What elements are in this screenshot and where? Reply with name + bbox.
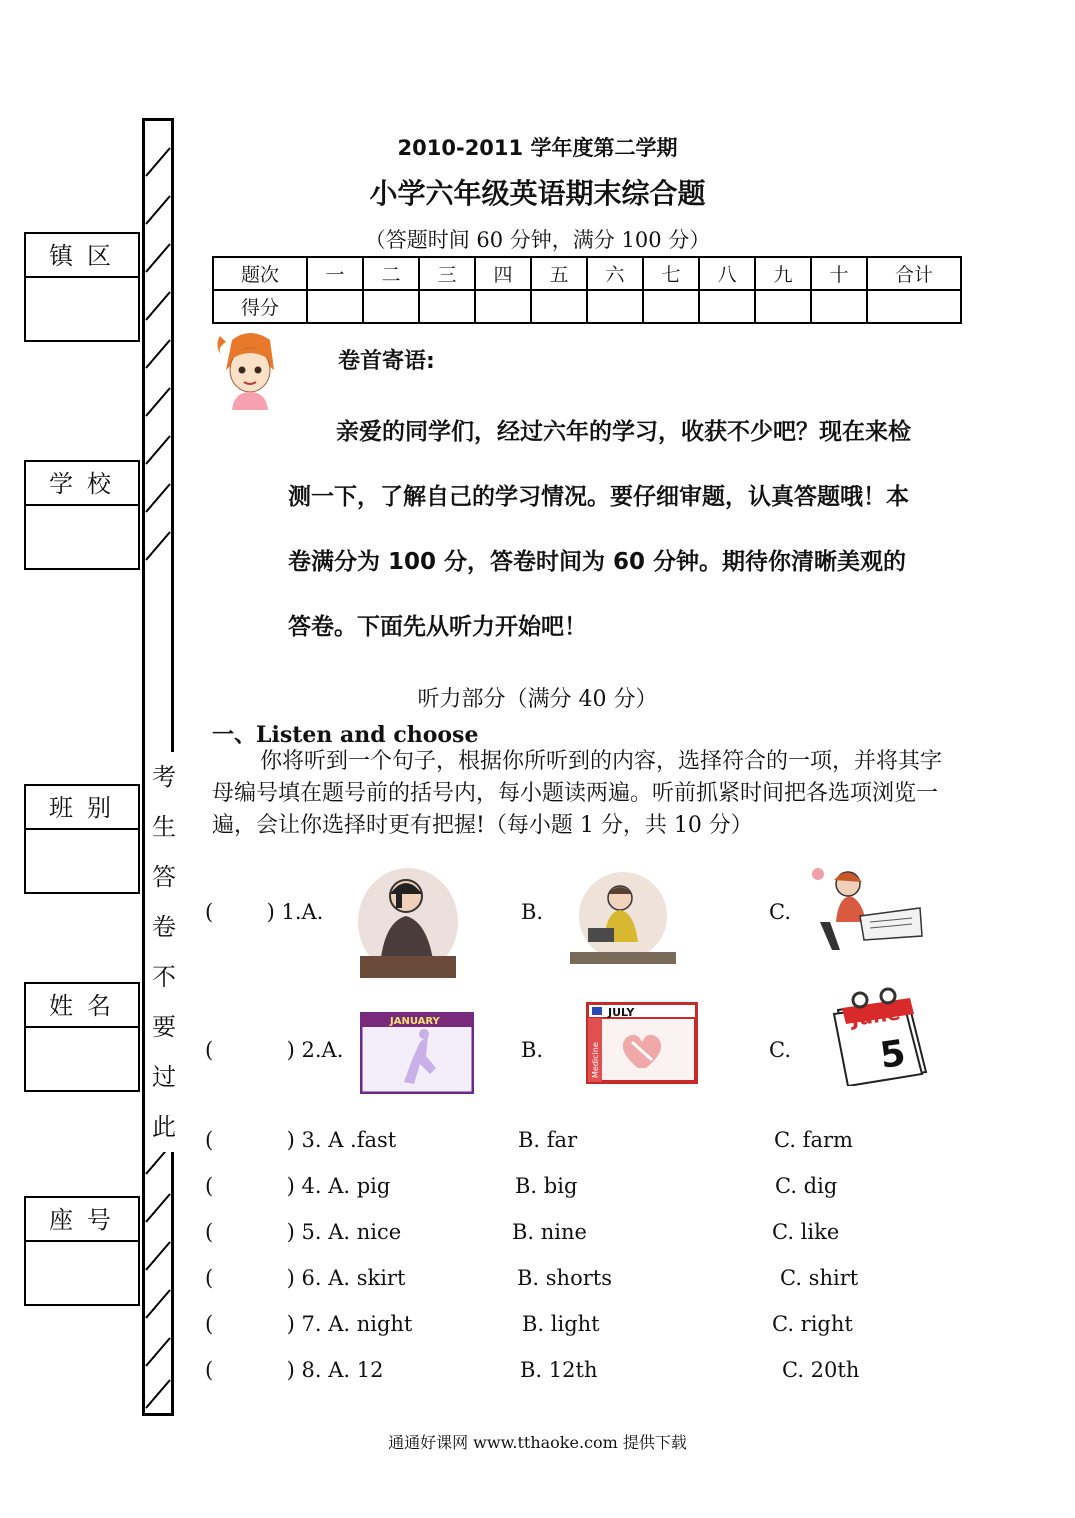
question-number: ( ) 5. A. nice — [205, 1220, 402, 1244]
field-blank[interactable] — [26, 506, 138, 568]
field-label: 镇区 — [26, 234, 138, 278]
option-c: C. farm — [774, 1128, 853, 1152]
question-number: ( ) 3. A .fast — [205, 1128, 397, 1152]
score-cell[interactable] — [587, 290, 643, 323]
field-blank[interactable] — [26, 278, 138, 340]
score-cell[interactable] — [363, 290, 419, 323]
column-header: 四 — [475, 257, 531, 290]
field-school — [24, 460, 140, 570]
june-5-calendar-picture — [830, 986, 930, 1086]
instruction-line: 你将听到一个句子，根据你所听到的内容，选择符合的一项，并将其字 — [260, 749, 943, 774]
score-cell[interactable] — [867, 290, 961, 323]
boy-at-desk-picture — [570, 868, 676, 964]
column-header: 九 — [755, 257, 811, 290]
field-blank[interactable] — [26, 830, 138, 892]
option-c: C. right — [772, 1312, 853, 1336]
option-c: C. like — [772, 1220, 840, 1244]
question-number: ( ) 1.A. — [205, 900, 324, 924]
score-cell[interactable] — [419, 290, 475, 323]
option-c: C. 20th — [782, 1358, 860, 1382]
section-1-instructions — [212, 746, 960, 842]
exam-term: 2010-2011 学年度第二学期 — [397, 136, 678, 160]
field-blank[interactable] — [26, 1242, 138, 1304]
phone-call-picture — [356, 866, 460, 978]
option-c-label: C. — [769, 900, 791, 924]
option-b: B. far — [518, 1128, 578, 1152]
exam-subtitle: （答题时间 60 分钟，满分 100 分） — [364, 228, 711, 252]
score-cell[interactable] — [811, 290, 867, 323]
exam-title: 小学六年级英语期末综合题 — [369, 177, 706, 210]
row-header: 得分 — [213, 290, 307, 323]
greeting-line: 答卷。下面先从听力开始吧！ — [288, 614, 587, 640]
column-header: 六 — [587, 257, 643, 290]
option-c: C. dig — [775, 1174, 838, 1198]
option-b-label: B. — [521, 900, 544, 924]
instruction-line: 母编号填在题号前的括号内，每小题读两遍。听前抓紧时间把各选项浏览一 — [212, 781, 939, 806]
score-cell[interactable] — [755, 290, 811, 323]
january-calendar-picture — [360, 1012, 474, 1094]
instruction-line: 遍，会让你选择时更有把握!（每小题 1 分，共 10 分） — [212, 813, 753, 838]
column-header: 五 — [531, 257, 587, 290]
field-name — [24, 982, 140, 1092]
question-number: ( ) 7. A. night — [205, 1312, 413, 1336]
calendar-month-label: June — [849, 1000, 902, 1031]
july-calendar-picture — [586, 1002, 698, 1084]
option-b: B. nine — [512, 1220, 587, 1244]
row-header: 题次 — [213, 257, 307, 290]
field-label: 班别 — [26, 786, 138, 830]
option-c-label: C. — [769, 1038, 791, 1062]
option-b: B. light — [522, 1312, 600, 1336]
girl-illustration — [212, 330, 288, 410]
score-cell[interactable] — [643, 290, 699, 323]
score-cell[interactable] — [531, 290, 587, 323]
field-label: 姓名 — [26, 984, 138, 1028]
binding-notice: 考 生 答 卷 不 要 过 此 — [150, 752, 178, 1152]
greeting-body — [288, 400, 968, 660]
column-header: 二 — [363, 257, 419, 290]
score-cell[interactable] — [699, 290, 755, 323]
field-label: 学校 — [26, 462, 138, 506]
greeting-line: 测一下，了解自己的学习情况。要仔细审题，认真答题哦！本 — [288, 484, 909, 510]
page-footer: 通通好课网 www.tthaoke.com 提供下载 — [388, 1433, 687, 1452]
question-number: ( ) 2.A. — [205, 1038, 344, 1062]
greeting-line: 卷满分为 100 分，答卷时间为 60 分钟。期待你清晰美观的 — [288, 549, 907, 575]
field-seat — [24, 1196, 140, 1306]
column-header: 十 — [811, 257, 867, 290]
question-number: ( ) 4. A. pig — [205, 1174, 391, 1198]
score-cell[interactable] — [475, 290, 531, 323]
section-1-title: 一、Listen and choose — [212, 722, 479, 748]
field-label: 座号 — [26, 1198, 138, 1242]
column-header: 七 — [643, 257, 699, 290]
option-b: B. shorts — [517, 1266, 612, 1290]
listening-heading: 听力部分（满分 40 分） — [417, 687, 658, 712]
score-table-header-row — [213, 257, 961, 290]
greeting-title: 卷首寄语: — [338, 349, 435, 374]
score-table — [212, 256, 962, 324]
calendar-side-label: Medicine — [591, 1042, 600, 1078]
greeting-line: 亲爱的同学们，经过六年的学习，收获不少吧？现在来检 — [336, 419, 911, 445]
calendar-day-label: 5 — [877, 1032, 909, 1077]
score-table-score-row — [213, 290, 961, 323]
question-number: ( ) 6. A. skirt — [205, 1266, 406, 1290]
column-header: 八 — [699, 257, 755, 290]
option-b: B. 12th — [520, 1358, 598, 1382]
option-b-label: B. — [521, 1038, 544, 1062]
column-header: 三 — [419, 257, 475, 290]
field-blank[interactable] — [26, 1028, 138, 1090]
option-c: C. shirt — [780, 1266, 859, 1290]
column-header: 合计 — [867, 257, 961, 290]
option-b: B. big — [515, 1174, 578, 1198]
calendar-month-label: JANUARY — [390, 1016, 440, 1027]
field-class — [24, 784, 140, 894]
question-number: ( ) 8. A. 12 — [205, 1358, 384, 1382]
score-cell[interactable] — [307, 290, 363, 323]
calendar-month-label: JULY — [608, 1006, 635, 1019]
girl-reading-picture — [812, 862, 924, 952]
column-header: 一 — [307, 257, 363, 290]
